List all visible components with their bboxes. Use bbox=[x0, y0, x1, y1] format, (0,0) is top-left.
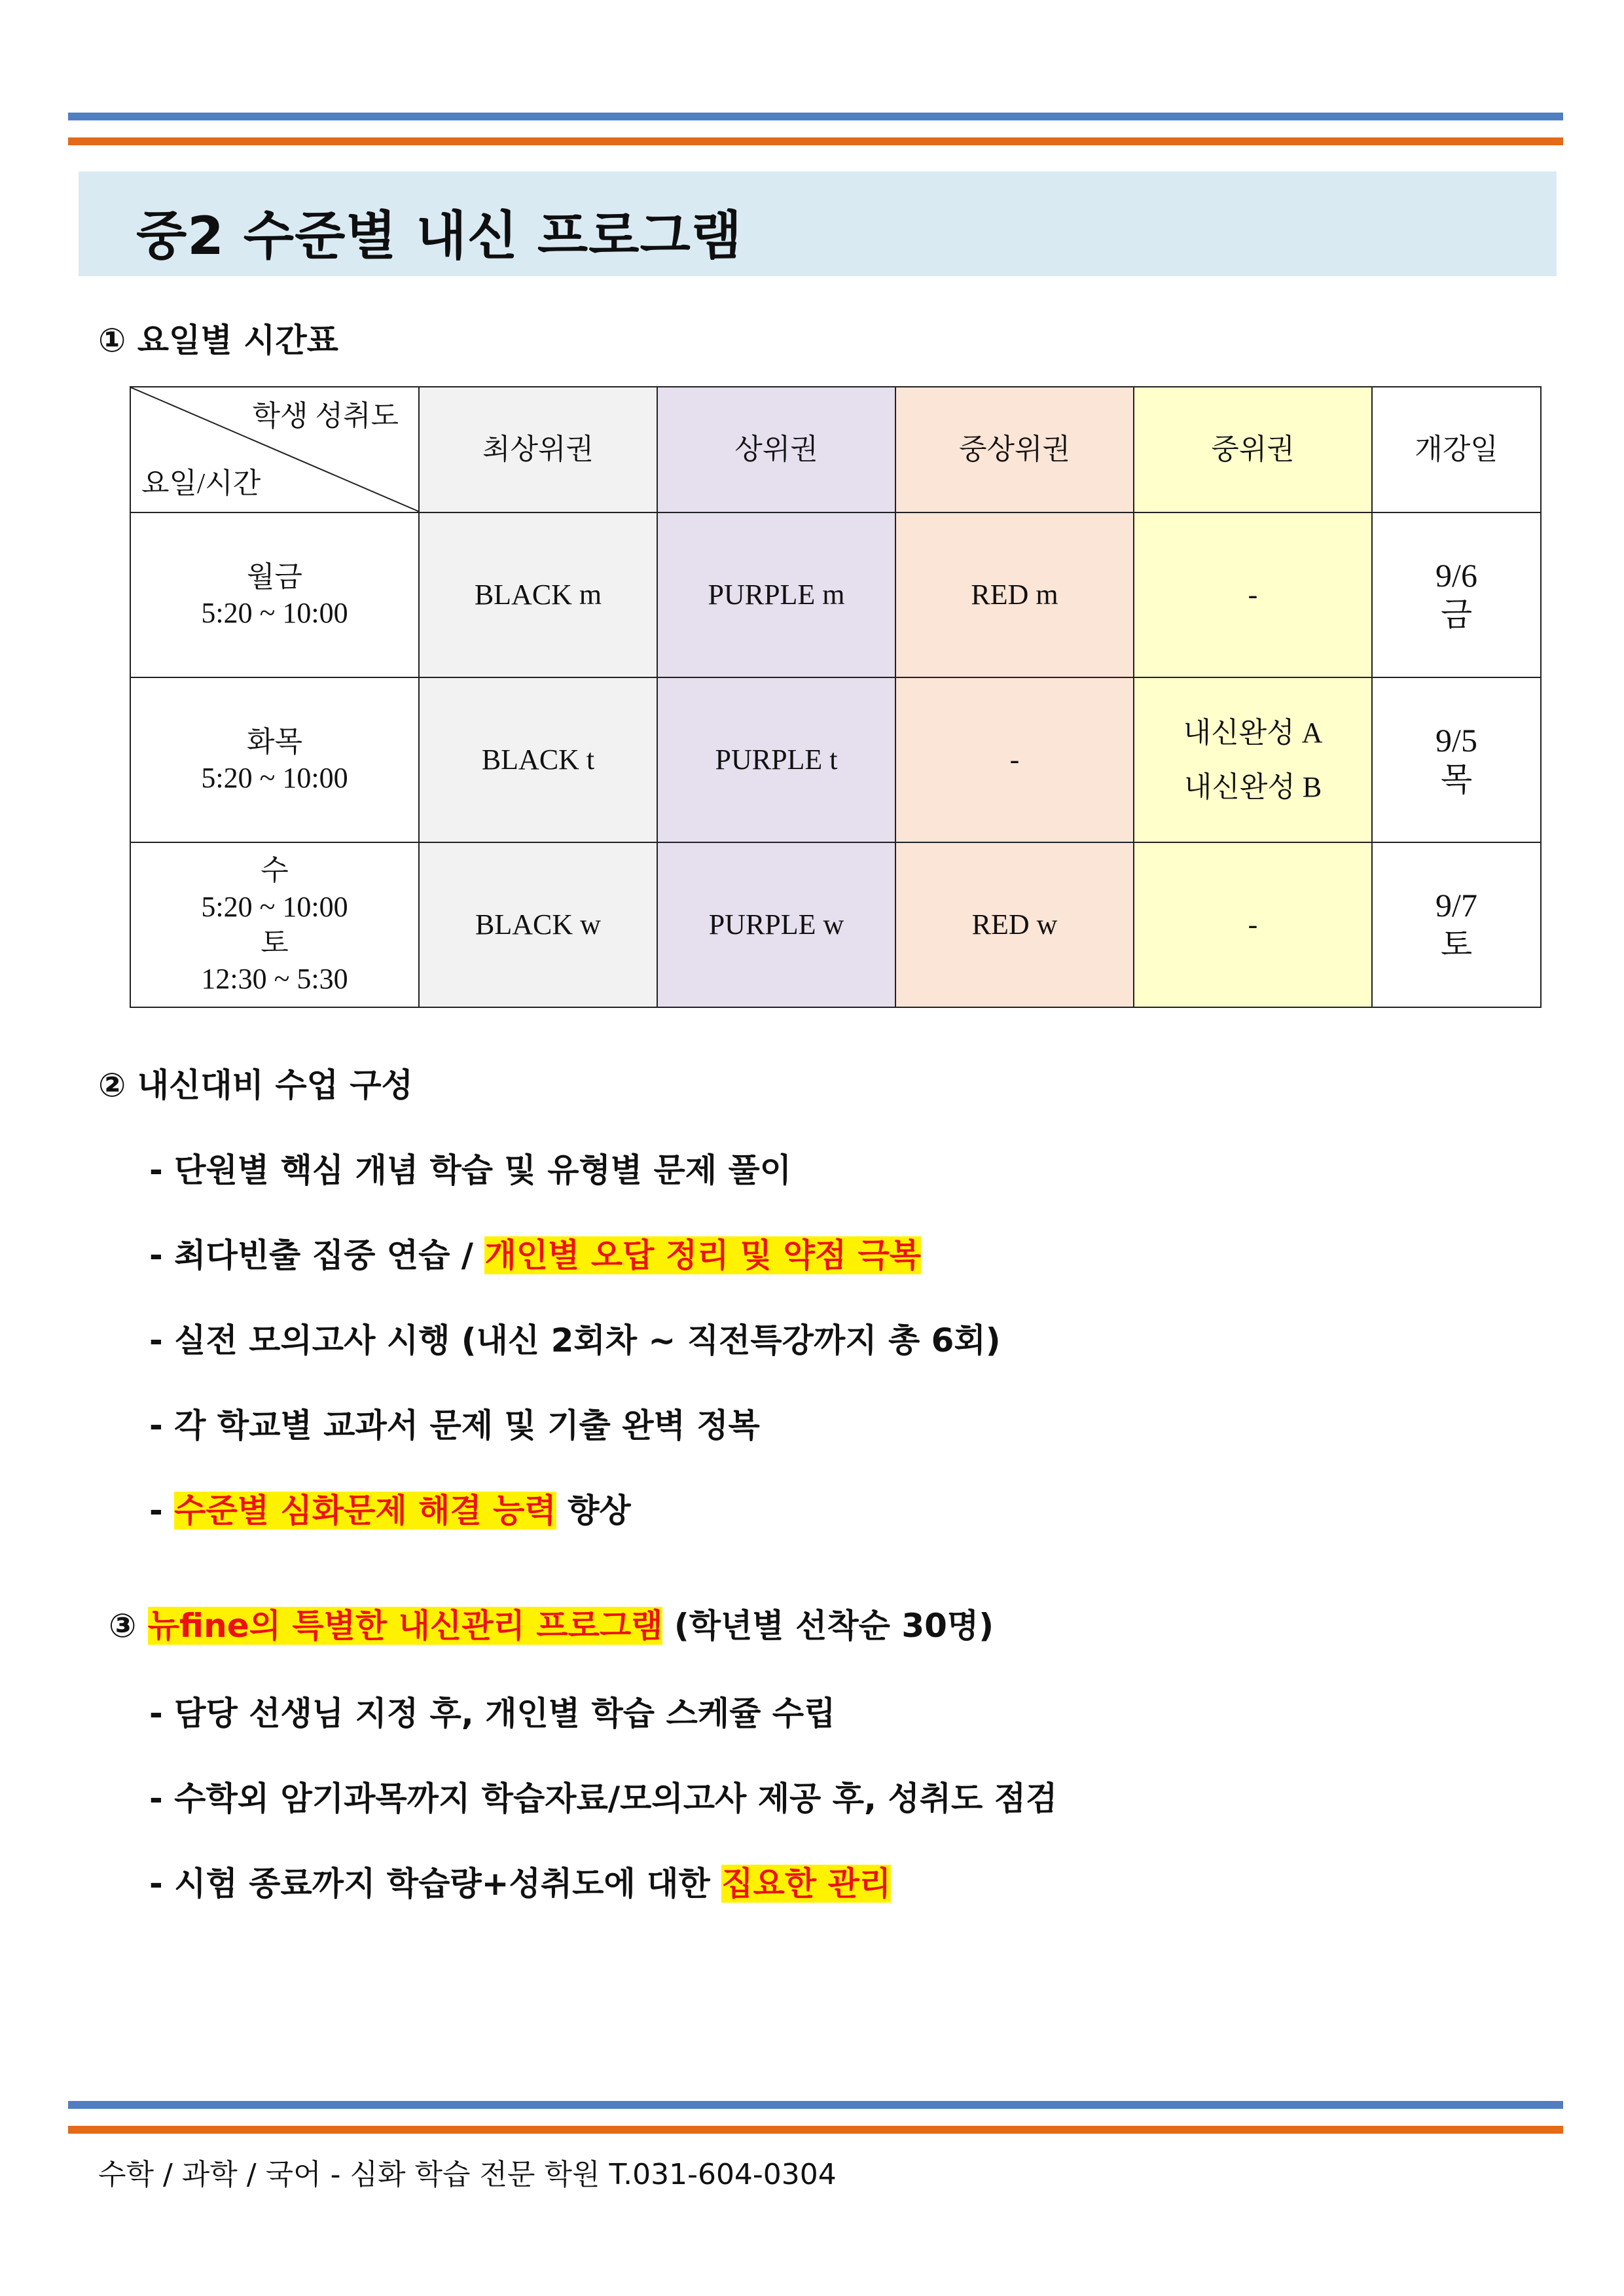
page-title: 중2 수준별 내신 프로그램 bbox=[136, 206, 743, 266]
list-item bbox=[149, 1229, 921, 1276]
top-rule-blue bbox=[68, 113, 1563, 120]
start-day: 금 bbox=[1440, 596, 1473, 633]
table-row bbox=[130, 677, 1541, 842]
class-cell: BLACK t bbox=[419, 677, 657, 842]
time-label: 12:30 ~ 5:30 bbox=[201, 963, 348, 996]
table-corner-cell bbox=[130, 387, 419, 512]
time-label: 5:20 ~ 10:00 bbox=[201, 890, 348, 923]
time-label: 5:20 ~ 10:00 bbox=[201, 762, 348, 794]
heading-suffix: (학년별 선착순 30명) bbox=[662, 1607, 994, 1645]
class-cell: - bbox=[1134, 842, 1372, 1007]
section2-heading: ② 내신대비 수업 구성 bbox=[98, 1066, 413, 1104]
section1-heading: ① 요일별 시간표 bbox=[98, 321, 338, 359]
day-label: 월금 bbox=[246, 560, 302, 593]
highlight-text: 개인별 오답 정리 및 약점 극복 bbox=[484, 1236, 922, 1274]
table-row bbox=[130, 842, 1541, 1007]
class-cell: BLACK w bbox=[419, 842, 657, 1007]
title-banner bbox=[79, 171, 1557, 276]
list-item bbox=[149, 1857, 891, 1905]
column-header-top: 최상위권 bbox=[419, 387, 657, 512]
list-item: - 각 학교별 교과서 문제 및 기출 완벽 정복 bbox=[149, 1407, 760, 1444]
class-cell: RED m bbox=[895, 512, 1134, 677]
row-day-time bbox=[130, 842, 419, 1007]
top-rule-orange bbox=[68, 137, 1563, 145]
column-header-start-date: 개강일 bbox=[1372, 387, 1541, 512]
start-date-cell bbox=[1372, 512, 1541, 677]
corner-label-day-time: 요일/시간 bbox=[141, 467, 261, 499]
time-label: 5:20 ~ 10:00 bbox=[201, 597, 348, 629]
item-text: - 최다빈출 집중 연습 / bbox=[149, 1236, 485, 1274]
start-date-cell bbox=[1372, 677, 1541, 842]
class-label-b: 내신완성 B bbox=[1183, 771, 1322, 803]
column-header-upper: 상위권 bbox=[657, 387, 895, 512]
item-text: - 시험 종료까지 학습량+성취도에 대한 bbox=[149, 1865, 722, 1903]
list-item: - 담당 선생님 지정 후, 개인별 학습 스케쥴 수립 bbox=[149, 1695, 836, 1732]
class-cell: PURPLE t bbox=[657, 677, 895, 842]
list-item: - 수학외 암기과목까지 학습자료/모의고사 제공 후, 성취도 점검 bbox=[149, 1780, 1058, 1818]
start-date: 9/5 bbox=[1435, 722, 1477, 759]
highlight-text: 집요한 관리 bbox=[721, 1865, 892, 1903]
start-date: 9/6 bbox=[1435, 557, 1477, 594]
schedule-table bbox=[130, 386, 1542, 1008]
row-day-time bbox=[130, 677, 419, 842]
day-label: 수 bbox=[261, 854, 289, 887]
class-cell: BLACK m bbox=[419, 512, 657, 677]
footer-text: 수학 / 과학 / 국어 - 심화 학습 전문 학원 T.031-604-0304 bbox=[98, 2158, 837, 2191]
start-date-cell bbox=[1372, 842, 1541, 1007]
class-label-a: 내신완성 A bbox=[1183, 716, 1323, 749]
class-cell-naesin bbox=[1134, 677, 1372, 842]
row-day-time bbox=[130, 512, 419, 677]
bottom-rule-blue bbox=[68, 2101, 1563, 2109]
class-cell: PURPLE m bbox=[657, 512, 895, 677]
list-item: - 실전 모의고사 시행 (내신 2회차 ~ 직전특강까지 총 6회) bbox=[149, 1321, 1001, 1359]
highlight-text: 뉴fine의 특별한 내신관리 프로그램 bbox=[147, 1607, 663, 1645]
section3-heading bbox=[109, 1600, 994, 1647]
table-header-row bbox=[130, 387, 1541, 512]
highlight-text: 수준별 심화문제 해결 능력 bbox=[174, 1492, 556, 1530]
class-cell: RED w bbox=[895, 842, 1134, 1007]
bottom-rule-orange bbox=[68, 2126, 1563, 2134]
start-date: 9/7 bbox=[1435, 887, 1477, 924]
class-cell: - bbox=[1134, 512, 1372, 677]
list-item: - 단원별 핵심 개념 학습 및 유형별 문제 풀이 bbox=[149, 1151, 792, 1189]
section-number: ③ bbox=[109, 1607, 148, 1645]
column-header-middle: 중위권 bbox=[1134, 387, 1372, 512]
start-day: 목 bbox=[1440, 761, 1473, 798]
start-day: 토 bbox=[1440, 926, 1473, 963]
corner-label-achievement: 학생 성취도 bbox=[252, 400, 399, 432]
day-label: 화목 bbox=[246, 725, 302, 758]
day-label: 토 bbox=[261, 927, 289, 959]
class-cell: PURPLE w bbox=[657, 842, 895, 1007]
table-row bbox=[130, 512, 1541, 677]
class-cell: - bbox=[895, 677, 1134, 842]
column-header-upper-middle: 중상위권 bbox=[895, 387, 1134, 512]
item-text: 향상 bbox=[556, 1492, 631, 1530]
item-text: - bbox=[149, 1492, 175, 1530]
list-item bbox=[149, 1484, 631, 1532]
